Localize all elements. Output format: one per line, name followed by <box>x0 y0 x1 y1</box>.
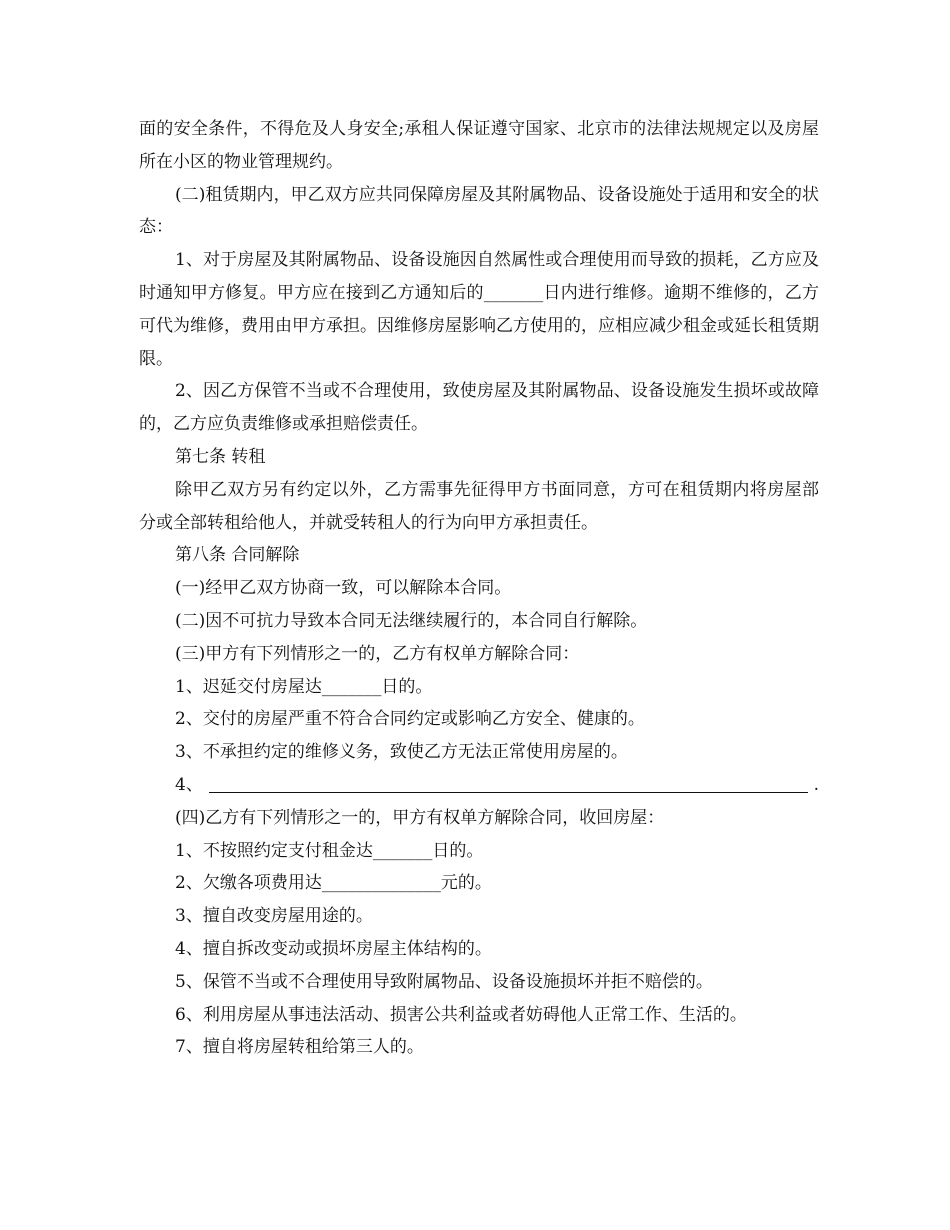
contract-paragraph: (二)因不可抗力导致本合同无法继续履行的，本合同自行解除。 <box>175 610 648 631</box>
contract-paragraph: 6、利用房屋从事违法活动、损害公共利益或者妨碍他人正常工作、生活的。 <box>175 1004 747 1025</box>
contract-paragraph: (一)经甲乙双方协商一致，可以解除本合同。 <box>175 578 512 599</box>
contract-paragraph: 3、擅自改变房屋用途的。 <box>175 906 373 927</box>
contract-paragraph: (三)甲方有下列情形之一的，乙方有权单方解除合同： <box>175 643 580 664</box>
contract-paragraph: 面的安全条件，不得危及人身安全;承租人保证遵守国家、北京市的法律法规规定以及房屋所在小区的物业管理规约。 <box>139 119 819 172</box>
contract-paragraph: 5、保管不当或不合理使用导致附属物品、设备设施损坏并拒不赔偿的。 <box>175 971 713 992</box>
contract-paragraph: 1、不按照约定支付租金达_______日的。 <box>175 840 484 861</box>
blank-line-item-prefix: 4、 <box>175 774 203 795</box>
contract-paragraph: 2、因乙方保管不当或不合理使用，致使房屋及其附属物品、设备设施发生损坏或故障的，乙方应负责维修或承担赔偿责任。 <box>139 381 819 435</box>
contract-paragraph: 1、对于房屋及其附属物品、设备设施因自然属性或合理使用而导致的损耗，乙方应及时通知甲方修复。甲方应在接到乙方通知后的_______日内进行维修。逾期不维修的，乙方可代为维修，费用由甲方承担。因维修房屋影响乙方使用的，应相应减少租金或延长租赁期限。 <box>139 250 819 369</box>
contract-paragraph: 第七条 转租 <box>175 446 266 467</box>
contract-paragraph: 第八条 合同解除 <box>175 545 300 566</box>
contract-paragraph: 4、擅自拆改变动或损坏房屋主体结构的。 <box>175 938 492 959</box>
paragraph-group-after <box>139 802 819 1064</box>
contract-paragraph: (四)乙方有下列情形之一的，甲方有权单方解除合同，收回房屋： <box>175 807 665 828</box>
contract-paragraph: 7、擅自将房屋转租给第三人的。 <box>175 1037 424 1058</box>
contract-paragraph: 2、交付的房屋严重不符合合同约定或影响乙方安全、健康的。 <box>175 709 645 730</box>
contract-paragraph: (二)租赁期内，甲乙双方应共同保障房屋及其附属物品、设备设施处于适用和安全的状态： <box>139 184 819 238</box>
contract-paragraph: 2、欠缴各项费用达______________元的。 <box>175 873 492 894</box>
contract-text-body <box>139 113 819 1064</box>
blank-line-item <box>139 769 819 802</box>
paragraph-group-before <box>139 113 819 769</box>
contract-paragraph: 3、不承担约定的维修义务，致使乙方无法正常使用房屋的。 <box>175 742 628 763</box>
blank-fill-line <box>209 792 808 793</box>
contract-paragraph: 除甲乙双方另有约定以外，乙方需事先征得甲方书面同意，方可在租赁期内将房屋部分或全部转租给他人，并就受转租人的行为向甲方承担责任。 <box>139 479 819 533</box>
blank-line-item-suffix: . <box>813 774 819 795</box>
contract-paragraph: 1、迟延交付房屋达_______日的。 <box>175 676 433 697</box>
